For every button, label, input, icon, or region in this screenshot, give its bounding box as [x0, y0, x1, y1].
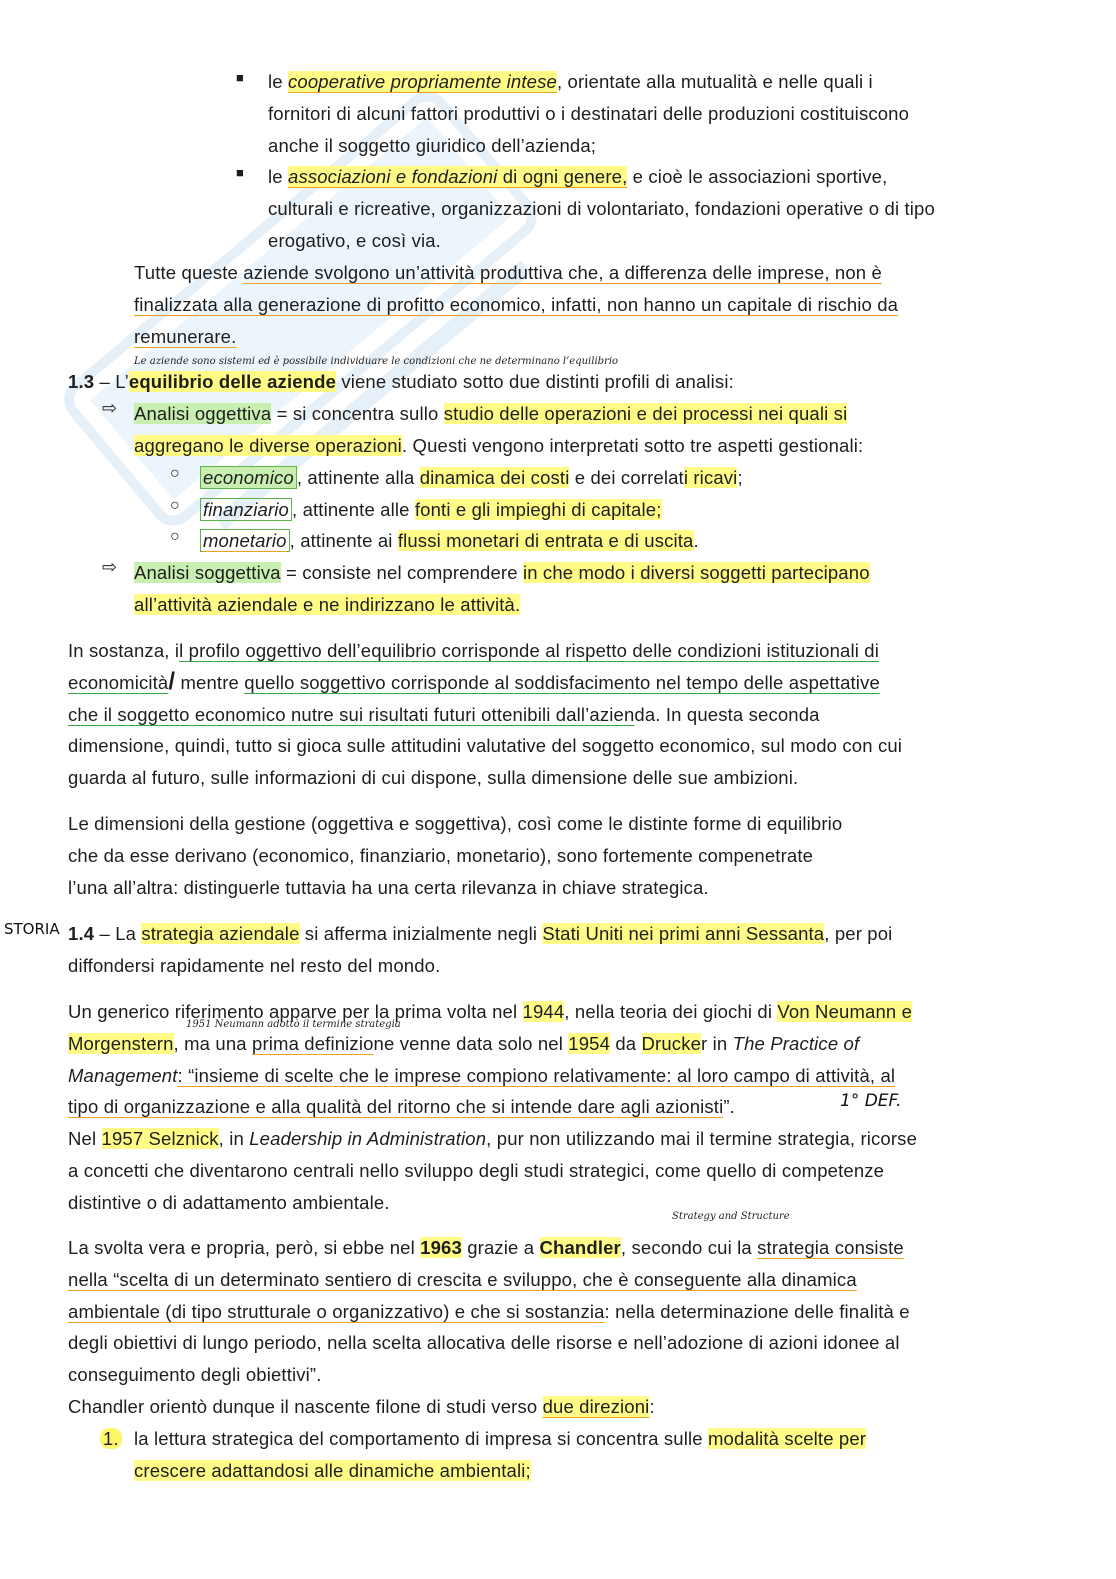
text-line: tipo di organizzazione e alla qualità del ritorno che si intende dare agli azionisti”. — [68, 1096, 735, 1117]
text-line: Le dimensioni della gestione (oggettiva e soggettiva), così come le distinte forme di equilibrio — [68, 813, 843, 834]
section-1-4-heading: 1.4 – La strategia aziendale si afferma inizialmente negli Stati Uniti nei primi anni Sessanta, per poi — [68, 923, 893, 944]
aspetto-finanziario: finanziario , attinente alle fonti e gli impieghi di capitale; — [200, 494, 662, 526]
numbered-item-1: 1. — [100, 1423, 122, 1455]
handwritten-def-note: 1° DEF. — [840, 1091, 902, 1111]
handwritten-margin-note: STORIA — [4, 920, 60, 938]
text-line: distintive o di adattamento ambientale. — [68, 1192, 390, 1213]
text-line: Morgenstern, ma una prima definizione venne data solo nel 1954 da Drucker in The Practice of — [68, 1033, 860, 1054]
square-bullet-icon: ■ — [236, 70, 244, 85]
bullet-cooperative: le cooperative propriamente intese, orientate alla mutualità e nelle quali i — [268, 71, 873, 92]
text-line: dimensione, quindi, tutto si gioca sulle attitudini valutative del soggetto economico, sul modo con cui — [68, 735, 903, 756]
text-line: economicità/ mentre quello soggettivo corrisponde al soddisfacimento nel tempo delle aspettative — [68, 668, 880, 695]
arrow-bullet-icon: ⇨ — [102, 557, 118, 577]
text-line: In sostanza, il profilo oggettivo dell’equilibrio corrisponde al rispetto delle condizioni istituzionali di — [68, 640, 879, 661]
text-line: Nel 1957 Selznick, in Leadership in Administration, pur non utilizzando mai il termine strategia, ricorse — [68, 1128, 918, 1149]
text-line: Chandler orientò dunque il nascente filone di studi verso due direzioni: — [68, 1396, 655, 1417]
text-line: La svolta vera e propria, però, si ebbe nel 1963 grazie a Chandler, secondo cui la strategia consiste — [68, 1237, 904, 1258]
text-line: che il soggetto economico nutre sui risultati futuri ottenibili dall’azienda. In questa seconda — [68, 704, 820, 725]
analisi-soggettiva: Analisi soggettiva = consiste nel comprendere in che modo i diversi soggetti partecipano — [134, 562, 870, 583]
text-line: erogativo, e così via. — [268, 230, 441, 251]
analisi-oggettiva: Analisi oggettiva = si concentra sullo studio delle operazioni e dei processi nei quali si — [134, 403, 848, 424]
text-line: Management: “insieme di scelte che le imprese compiono relativamente: al loro campo di attività, al — [68, 1065, 896, 1086]
text-line: nella “scelta di un determinato sentiero di crescita e sviluppo, che è conseguente alla dinamica — [68, 1269, 857, 1290]
arrow-bullet-icon: ⇨ — [102, 398, 118, 418]
text-line: l’una all’altra: distinguerle tuttavia ha una certa rilevanza in chiave strategica. — [68, 877, 709, 898]
text-line: che da esse derivano (economico, finanziario, monetario), sono fortemente compenetrate — [68, 845, 814, 866]
handwritten-note: 1951 Neumann adottò il termine strategia — [186, 1019, 401, 1030]
text-line: crescere adattandosi alle dinamiche ambientali; — [134, 1460, 531, 1481]
handwritten-note: Strategy and Structure — [672, 1211, 790, 1222]
text-line: la lettura strategica del comportamento di impresa si concentra sulle modalità scelte per — [134, 1428, 867, 1449]
section-1-3-heading: 1.3 – L’equilibrio delle aziende viene studiato sotto due distinti profili di analisi: — [68, 371, 734, 392]
text-line: diffondersi rapidamente nel resto del mondo. — [68, 955, 441, 976]
text-line: Tutte queste aziende svolgono un’attività produttiva che, a differenza delle imprese, non è — [134, 262, 882, 283]
text-line: all’attività aziendale e ne indirizzano le attività. — [134, 594, 521, 615]
text-line: conseguimento degli obiettivi”. — [68, 1364, 322, 1385]
text-line: guarda al futuro, sulle informazioni di cui dispone, sulla dimensione delle sue ambizioni. — [68, 767, 799, 788]
text-line: ambientale (di tipo strutturale o organizzativo) e che si sostanzia: nella determinazione delle finalità e — [68, 1301, 910, 1322]
text-line: Un generico riferimento apparve per la prima volta nel 1944, nella teoria dei giochi di Von Neumann e — [68, 1001, 913, 1022]
circle-bullet-icon: ○ — [170, 497, 180, 514]
text-line: a concetti che diventarono centrali nello sviluppo degli studi strategici, come quello di competenze — [68, 1160, 885, 1181]
text-line: anche il soggetto giuridico dell’azienda; — [268, 135, 597, 156]
aspetto-economico: economico , attinente alla dinamica dei costi e dei correlati ricavi; — [200, 462, 743, 494]
text-line: remunerare. — [134, 326, 237, 347]
circle-bullet-icon: ○ — [170, 528, 180, 545]
text-line: culturali e ricreative, organizzazioni di volontariato, fondazioni operative o di tipo — [268, 198, 935, 219]
bullet-associazioni: le associazioni e fondazioni di ogni genere, e cioè le associazioni sportive, — [268, 166, 888, 187]
text-line: finalizzata alla generazione di profitto economico, infatti, non hanno un capitale di rischio da — [134, 294, 899, 315]
text-line: aggregano le diverse operazioni. Questi vengono interpretati sotto tre aspetti gestionali: — [134, 435, 864, 456]
circle-bullet-icon: ○ — [170, 465, 180, 482]
text-line: fornitori di alcuni fattori produttivi o i destinatari delle produzioni costituiscono — [268, 103, 910, 124]
handwritten-note: Le aziende sono sistemi ed è possibile individuare le condizioni che ne determinano l’equilibrio — [134, 356, 619, 367]
square-bullet-icon: ■ — [236, 165, 244, 180]
aspetto-monetario: monetario , attinente ai flussi monetari di entrata e di uscita. — [200, 525, 699, 557]
text-line: degli obiettivi di lungo periodo, nella scelta allocativa delle risorse e nell’adozione di azioni idonee al — [68, 1332, 900, 1353]
